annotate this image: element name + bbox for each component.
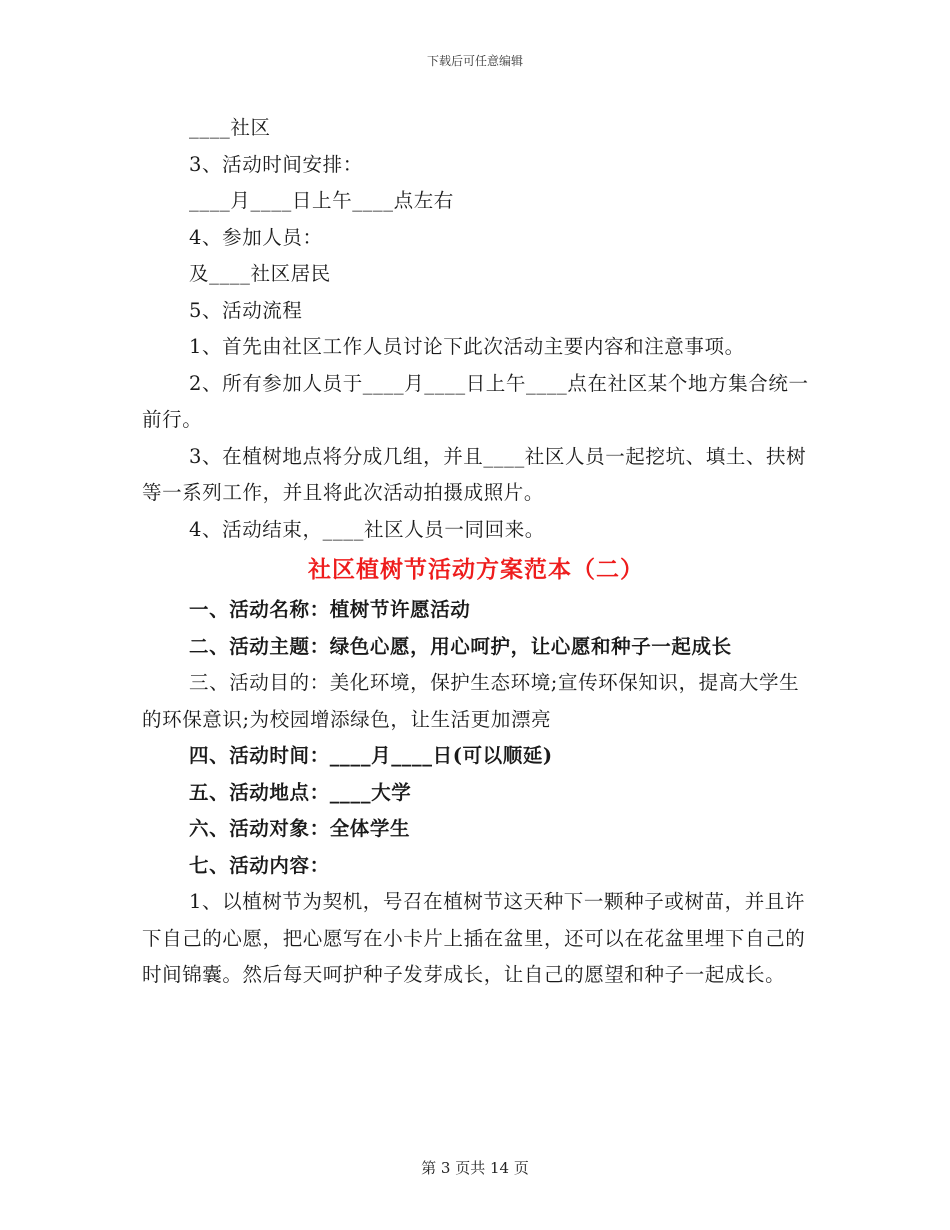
activity-content-heading: 七、活动内容： xyxy=(189,853,330,877)
activity-content-1: 1、以植树节为契机，号召在植树节这天种下一颗种子或树苗，并且许下自己的心愿，把心愿写在小卡片上插在盆里，还可以在花盆里埋下自己的时间锦囊。然后每天呵护种子发芽成长，让自己的愿望和种子一起成长。 xyxy=(142,890,806,986)
paragraph-process-2: 2、所有参加人员于____月____日上午____点在社区某个地方集合统一前行。 xyxy=(142,371,809,431)
activity-purpose: 三、活动目的：美化环境，保护生态环境;宣传环保知识，提高大学生的环保意识;为校园增添绿色，让生活更加漂亮 xyxy=(142,671,800,731)
paragraph-schedule: ____月____日上午____点左右 xyxy=(189,189,454,212)
activity-name: 一、活动名称：植树节许愿活动 xyxy=(189,598,471,621)
page-header: 下载后可任意编辑 xyxy=(426,54,523,68)
paragraph-process-4: 4、活动结束，____社区人员一同回来。 xyxy=(189,517,545,541)
section-title: 社区植树节活动方案范本（二） xyxy=(308,556,644,583)
activity-time: 四、活动时间：____月____日(可以顺延) xyxy=(189,744,553,767)
paragraph-participants: 及____社区居民 xyxy=(189,262,331,285)
paragraph-participants-heading: 4、参加人员： xyxy=(189,225,323,249)
paragraph-process-3: 3、在植树地点将分成几组，并且____社区人员一起挖坑、填土、扶树等一系列工作，并且将此次活动拍摄成照片。 xyxy=(142,444,807,504)
activity-place: 五、活动地点：____大学 xyxy=(189,780,412,804)
paragraph-community: ____社区 xyxy=(189,116,271,139)
activity-target: 六、活动对象：全体学生 xyxy=(189,817,411,840)
document-body xyxy=(142,110,810,994)
page-footer: 第 3 页共 14 页 xyxy=(421,1159,529,1177)
paragraph-schedule-heading: 3、活动时间安排： xyxy=(189,152,363,176)
paragraph-process-1: 1、首先由社区工作人员讨论下此次活动主要内容和注意事项。 xyxy=(189,335,745,358)
activity-theme: 二、活动主题：绿色心愿，用心呵护，让心愿和种子一起成长 xyxy=(189,634,732,658)
paragraph-process-heading: 5、活动流程 xyxy=(189,298,303,322)
